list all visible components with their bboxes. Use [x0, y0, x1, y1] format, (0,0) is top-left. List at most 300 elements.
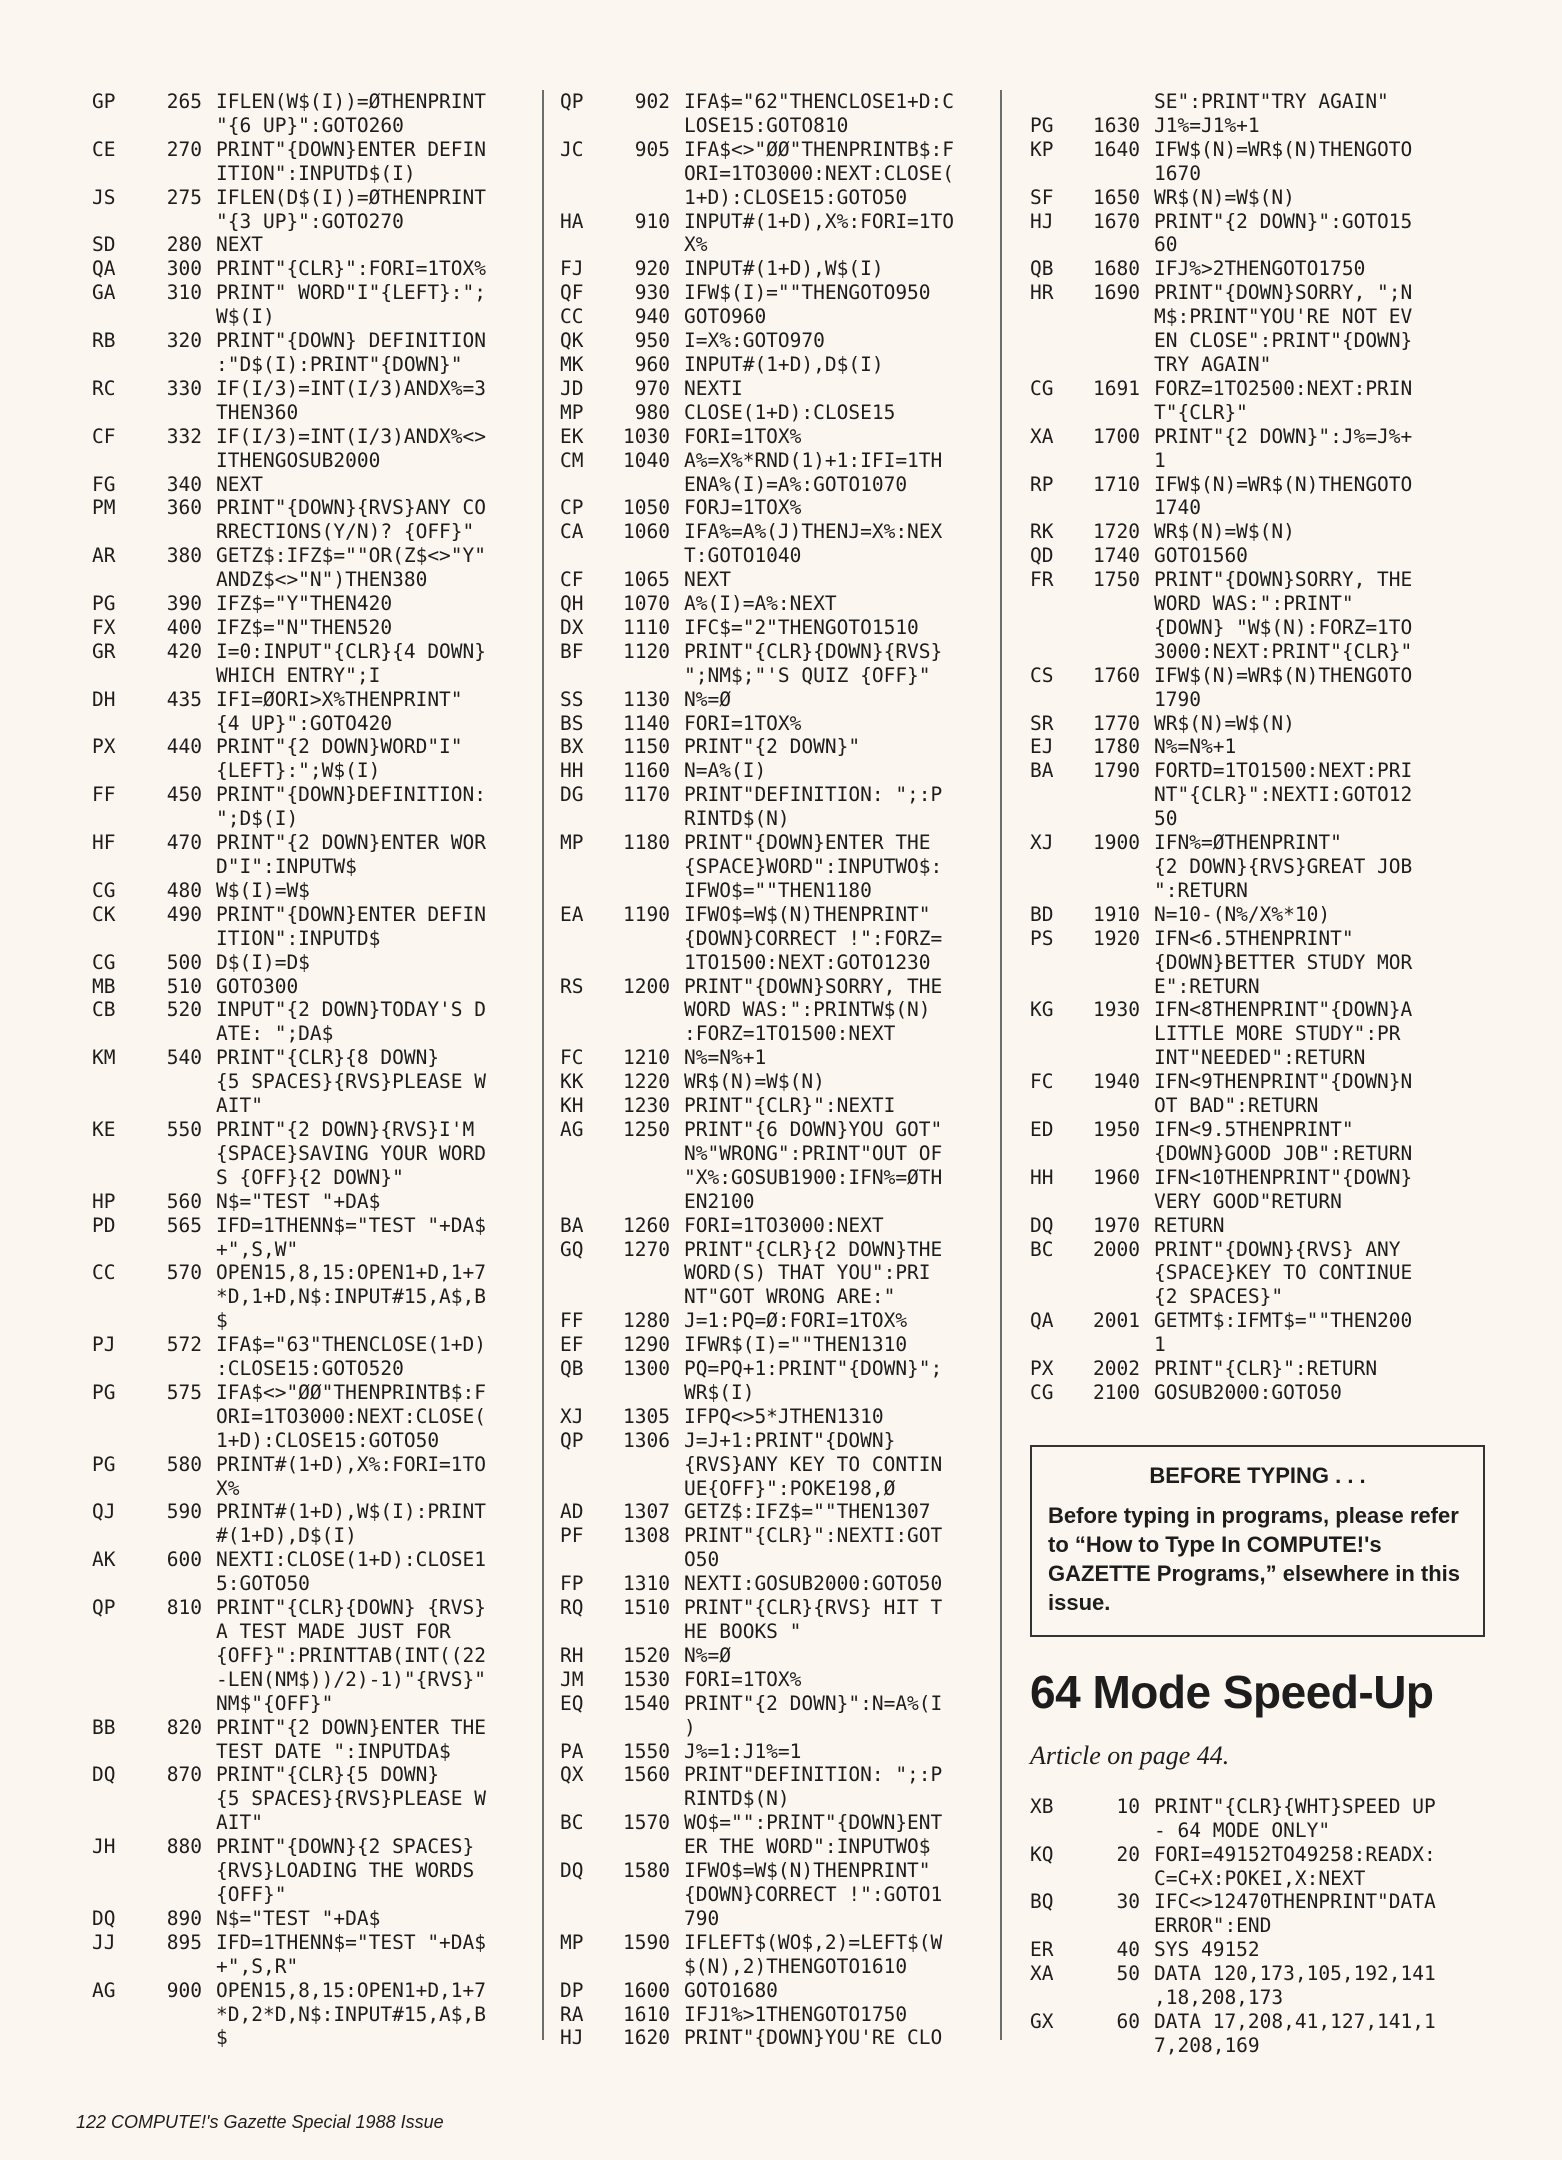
line-code: -LEN(NM$))/2)-1)"{RVS}": [216, 1667, 487, 1691]
listing-line: [560, 233, 1000, 257]
checksum-code: CM: [560, 448, 584, 472]
listing-line: [92, 2003, 542, 2027]
line-number: 2000: [1093, 1237, 1140, 1261]
listing-line: [92, 951, 542, 975]
listing-line: [560, 305, 1000, 329]
listing-line: [92, 1381, 542, 1405]
line-code: EN CLOSE":PRINT"{DOWN}: [1154, 329, 1413, 353]
listing-line: [560, 1261, 1000, 1285]
checksum-code: CK: [92, 902, 116, 926]
line-code: WR$(N)=W$(N): [1154, 520, 1295, 544]
line-code: NT"{CLR}":NEXTI:GOTO12: [1154, 783, 1413, 807]
line-number: 1040: [623, 448, 670, 472]
line-code: {DOWN} "W$(N):FORZ=1TO: [1154, 615, 1413, 639]
line-code: IFD=1THENN$="TEST "+DA$: [216, 1930, 487, 1954]
checksum-code: GX: [1030, 2010, 1054, 2033]
checksum-code: FC: [1030, 1070, 1054, 1094]
line-number: 1670: [1093, 209, 1140, 233]
checksum-code: CG: [1030, 376, 1054, 400]
line-code: +",S,W": [216, 1237, 299, 1261]
listing-line: [1030, 1261, 1485, 1285]
listing-line: [92, 1405, 542, 1429]
listing-line: [92, 496, 542, 520]
line-code: GOSUB2000:GOTO50: [1154, 1380, 1342, 1404]
line-code: X%: [216, 1476, 240, 1500]
line-number: 1230: [623, 1094, 670, 1118]
line-code: 790: [684, 1906, 720, 1930]
line-code: RINTD$(N): [684, 1787, 790, 1811]
line-number: 870: [166, 1763, 202, 1787]
checksum-code: DQ: [92, 1906, 116, 1930]
line-number: 1305: [623, 1404, 670, 1428]
line-code: 1+D):CLOSE15:GOTO50: [684, 185, 908, 209]
line-code: PRINT"{CLR}":NEXTI:GOT: [684, 1524, 943, 1548]
line-code: ,18,208,173: [1154, 1986, 1284, 2010]
listing-line: [1030, 1938, 1485, 1962]
listing-line: [560, 1166, 1000, 1190]
line-code: PRINT"{CLR}{DOWN}{RVS}: [684, 639, 943, 663]
checksum-code: BD: [1030, 902, 1054, 926]
line-code: $: [216, 2026, 228, 2050]
line-code: - 64 MODE ONLY": [1154, 1818, 1331, 1842]
checksum-code: PJ: [92, 1333, 116, 1357]
line-code: FORJ=1TOX%: [684, 496, 802, 520]
listing-line: [560, 1429, 1000, 1453]
listing-column-2: [560, 90, 1002, 2050]
line-code: TRY AGAIN": [1154, 352, 1272, 376]
checksum-code: FX: [92, 615, 116, 639]
line-code: D$(I)=D$: [216, 950, 310, 974]
checksum-code: QD: [1030, 544, 1054, 568]
listing-line: [560, 1907, 1000, 1931]
line-code: ITION":INPUTD$: [216, 926, 381, 950]
checksum-code: QH: [560, 592, 584, 616]
line-code: WORD(S) THAT YOU":PRI: [684, 1261, 931, 1285]
line-number: 810: [166, 1596, 202, 1620]
line-code: IFWO$=""THEN1180: [684, 878, 872, 902]
line-code: OPEN15,8,15:OPEN1+D,1+7: [216, 1978, 487, 2002]
line-code: 1740: [1154, 496, 1201, 520]
line-code: SYS 49152: [1154, 1938, 1260, 1962]
listing-line: [560, 1883, 1000, 1907]
line-number: 1150: [623, 735, 670, 759]
checksum-code: CG: [92, 878, 116, 902]
checksum-code: KQ: [1030, 1842, 1054, 1866]
line-number: 540: [166, 1046, 202, 1070]
listing-line: [92, 927, 542, 951]
line-code: ORI=1TO3000:NEXT:CLOSE(: [216, 1404, 487, 1428]
checksum-code: AK: [92, 1548, 116, 1572]
listing-line: [560, 473, 1000, 497]
listing-line: [92, 544, 542, 568]
line-number: 330: [166, 376, 202, 400]
line-number: 575: [166, 1380, 202, 1404]
line-number: 1690: [1093, 281, 1140, 305]
line-code: N=A%(I): [684, 759, 767, 783]
listing-line: [560, 449, 1000, 473]
listing-line: [92, 305, 542, 329]
line-code: {4 UP}":GOTO420: [216, 711, 393, 735]
checksum-code: RH: [560, 1643, 584, 1667]
checksum-code: SD: [92, 233, 116, 257]
checksum-code: BC: [1030, 1237, 1054, 1261]
line-code: RINTD$(N): [684, 807, 790, 831]
line-number: 1530: [623, 1667, 670, 1691]
line-code: PRINT" WORD"I"{LEFT}:";: [216, 281, 487, 305]
line-code: INT"NEEDED":RETURN: [1154, 1046, 1366, 1070]
line-code: PRINT"{2 DOWN}ENTER WOR: [216, 831, 487, 855]
line-code: IF(I/3)=INT(I/3)ANDX%=3: [216, 376, 487, 400]
listing-line: [92, 735, 542, 759]
listing-line: [560, 520, 1000, 544]
page-footer: 122 COMPUTE!'s Gazette Special 1988 Issue: [76, 2112, 444, 2132]
listing-line: [92, 233, 542, 257]
listing-line: [560, 1572, 1000, 1596]
line-number: 1290: [623, 1333, 670, 1357]
line-code: C=C+X:POKEI,X:NEXT: [1154, 1866, 1366, 1890]
listing-line: [1030, 1142, 1485, 1166]
listing-line: [92, 210, 542, 234]
line-code: PRINT"{DOWN}SORRY, THE: [1154, 568, 1413, 592]
checksum-code: RB: [92, 329, 116, 353]
line-code: IFLEN(W$(I))=ØTHENPRINT: [216, 90, 487, 113]
line-code: INPUT#(1+D),W$(I): [684, 257, 884, 281]
checksum-code: BF: [560, 639, 584, 663]
listing-line: [1030, 1819, 1485, 1843]
line-code: PRINT"{DOWN}SORRY, ";N: [1154, 281, 1413, 305]
line-number: 1700: [1093, 424, 1140, 448]
line-code: #(1+D),D$(I): [216, 1524, 357, 1548]
line-code: PRINT"{2 DOWN}": [684, 735, 861, 759]
listing-line: [1030, 520, 1485, 544]
listing-line: [92, 1190, 542, 1214]
listing-line: [560, 1070, 1000, 1094]
listing-line: [92, 281, 542, 305]
line-code: LOSE15:GOTO810: [684, 113, 849, 137]
listing-line: [560, 186, 1000, 210]
line-code: NEXT: [216, 472, 263, 496]
line-code: GETZ$:IFZ$=""THEN1307: [684, 1500, 931, 1524]
listing-line: [1030, 1867, 1485, 1891]
checksum-code: CS: [1030, 663, 1054, 687]
line-code: J%=1:J1%=1: [684, 1739, 802, 1763]
listing-line: [92, 616, 542, 640]
checksum-code: HH: [1030, 1165, 1054, 1189]
checksum-code: FJ: [560, 257, 584, 281]
checksum-code: FG: [92, 472, 116, 496]
listing-line: [92, 1979, 542, 2003]
checksum-code: JM: [560, 1667, 584, 1691]
line-code: 1TO1500:NEXT:GOTO1230: [684, 950, 931, 974]
line-number: 1120: [623, 639, 670, 663]
line-number: 500: [166, 950, 202, 974]
listing-line: [92, 1022, 542, 1046]
line-code: PRINT"{DOWN}ENTER DEFIN: [216, 902, 487, 926]
listing-line: [560, 281, 1000, 305]
listing-line: [1030, 1094, 1485, 1118]
line-code: DATA 17,208,41,127,141,1: [1154, 2010, 1436, 2033]
line-code: PRINT#(1+D),X%:FORI=1TO: [216, 1452, 487, 1476]
listing-line: [1030, 1890, 1485, 1914]
line-code: FORI=1TOX%: [684, 424, 802, 448]
listing-line: [92, 2026, 542, 2050]
listing-line: [1030, 927, 1485, 951]
listing-line: [560, 544, 1000, 568]
listing-line: [560, 401, 1000, 425]
line-code: N%=N%+1: [1154, 735, 1237, 759]
listing-line: [92, 377, 542, 401]
line-number: 980: [634, 400, 670, 424]
listing-line: [92, 592, 542, 616]
line-code: O50: [684, 1548, 720, 1572]
line-code: IFJ%>2THENGOTO1750: [1154, 257, 1366, 281]
listing-line: [92, 520, 542, 544]
line-number: 1590: [623, 1930, 670, 1954]
line-code: N$="TEST "+DA$: [216, 1189, 381, 1213]
line-number: 1300: [623, 1357, 670, 1381]
line-code: SE":PRINT"TRY AGAIN": [1154, 90, 1389, 113]
listing-line: [560, 735, 1000, 759]
checksum-code: CG: [1030, 1380, 1054, 1404]
line-code: PRINT#(1+D),W$(I):PRINT: [216, 1500, 487, 1524]
line-code: IFWO$=W$(N)THENPRINT": [684, 1859, 931, 1883]
listing-line: [92, 1883, 542, 1907]
listing-line: [1030, 90, 1485, 114]
line-code: J=J+1:PRINT"{DOWN}: [684, 1428, 896, 1452]
listing-line: [1030, 688, 1485, 712]
listing-line: [560, 1620, 1000, 1644]
checksum-code: CB: [92, 998, 116, 1022]
line-number: 450: [166, 783, 202, 807]
line-code: NEXTI: [684, 376, 743, 400]
line-code: PRINT"{DOWN}YOU'RE CLO: [684, 2026, 943, 2050]
line-code: ATE: ";DA$: [216, 1022, 334, 1046]
line-code: I=0:INPUT"{CLR}{4 DOWN}: [216, 639, 487, 663]
line-number: 1710: [1093, 472, 1140, 496]
line-number: 1550: [623, 1739, 670, 1763]
line-code: PRINT"{CLR}{DOWN} {RVS}: [216, 1596, 487, 1620]
checksum-code: CP: [560, 496, 584, 520]
listing-line: [1030, 281, 1485, 305]
line-number: 880: [166, 1835, 202, 1859]
line-code: IFJ1%>1THENGOTO1750: [684, 2002, 908, 2026]
checksum-code: XB: [1030, 1794, 1054, 1818]
listing-line: [560, 927, 1000, 951]
checksum-code: DQ: [560, 1859, 584, 1883]
checksum-code: BA: [1030, 759, 1054, 783]
line-number: 940: [634, 305, 670, 329]
listing-line: [1030, 975, 1485, 999]
listing-line: [1030, 1190, 1485, 1214]
line-code: PRINT"{DOWN} DEFINITION: [216, 329, 487, 353]
checksum-code: QB: [1030, 257, 1054, 281]
listing-line: [92, 1524, 542, 1548]
notice-heading: BEFORE TYPING . . .: [1149, 1462, 1366, 1488]
line-number: 60: [1116, 2010, 1140, 2033]
checksum-code: QK: [560, 329, 584, 353]
line-code: NM$"{OFF}": [216, 1691, 334, 1715]
listing-line: [560, 1477, 1000, 1501]
line-number: 510: [166, 974, 202, 998]
line-code: OPEN15,8,15:OPEN1+D,1+7: [216, 1261, 487, 1285]
listing-line: [92, 449, 542, 473]
line-number: 1970: [1093, 1213, 1140, 1237]
checksum-code: GQ: [560, 1237, 584, 1261]
line-number: 275: [166, 185, 202, 209]
listing-line: [560, 664, 1000, 688]
listing-line: [560, 2026, 1000, 2050]
listing-line: [560, 1763, 1000, 1787]
line-code: {LEFT}:";W$(I): [216, 759, 381, 783]
line-code: IFN<9.5THENPRINT": [1154, 1117, 1354, 1141]
line-code: 7,208,169: [1154, 2033, 1260, 2057]
checksum-code: FC: [560, 1046, 584, 1070]
listing-line: [560, 1238, 1000, 1262]
listing-line: [1030, 879, 1485, 903]
line-code: {RVS}LOADING THE WORDS: [216, 1859, 475, 1883]
line-number: 560: [166, 1189, 202, 1213]
listing-line: [1030, 1166, 1485, 1190]
listing-line: [1030, 425, 1485, 449]
line-code: PRINT"{6 DOWN}YOU GOT": [684, 1117, 943, 1141]
line-code: PRINT"{CLR}{5 DOWN}: [216, 1763, 440, 1787]
checksum-code: XA: [1030, 1962, 1054, 1986]
notice-body: Before typing in programs, please refer to “How to Type In COMPUTE!'s GAZETTE Programs,” elsewhere in this issue.: [1048, 1502, 1460, 1615]
line-number: 820: [166, 1715, 202, 1739]
line-number: 1030: [623, 424, 670, 448]
line-code: GOTO960: [684, 305, 767, 329]
checksum-code: DP: [560, 1978, 584, 2002]
listing-line: [92, 1477, 542, 1501]
listing-line: [1030, 1118, 1485, 1142]
listing-line: [560, 1190, 1000, 1214]
listing-line: [1030, 233, 1485, 257]
checksum-code: QB: [560, 1357, 584, 1381]
line-code: :"D$(I):PRINT"{DOWN}": [216, 352, 463, 376]
line-number: 600: [166, 1548, 202, 1572]
checksum-code: CF: [92, 424, 116, 448]
listing-line: [560, 1142, 1000, 1166]
listing-line: [560, 1835, 1000, 1859]
line-number: 1920: [1093, 926, 1140, 950]
line-number: 960: [634, 352, 670, 376]
line-code: 1: [1154, 1333, 1166, 1357]
listing-line: [92, 1166, 542, 1190]
line-code: IFN<9THENPRINT"{DOWN}N: [1154, 1070, 1413, 1094]
checksum-code: KE: [92, 1117, 116, 1141]
line-number: 1910: [1093, 902, 1140, 926]
line-number: 1180: [623, 831, 670, 855]
line-code: 1790: [1154, 687, 1201, 711]
line-code: ORI=1TO3000:NEXT:CLOSE(: [684, 161, 955, 185]
line-number: 905: [634, 137, 670, 161]
line-number: 40: [1116, 1938, 1140, 1962]
listing-line: [92, 1931, 542, 1955]
checksum-code: FP: [560, 1572, 584, 1596]
line-code: IFA$="62"THENCLOSE1+D:C: [684, 90, 955, 113]
listing-line: [560, 1214, 1000, 1238]
listing-line: [1030, 783, 1485, 807]
line-number: 1630: [1093, 113, 1140, 137]
listing-line: [92, 1094, 542, 1118]
checksum-code: MP: [560, 831, 584, 855]
checksum-code: FF: [560, 1309, 584, 1333]
line-code: FORI=1TOX%: [684, 1667, 802, 1691]
listing-line: [560, 1046, 1000, 1070]
listing-line: [560, 1931, 1000, 1955]
line-code: *D,2*D,N$:INPUT#15,A$,B: [216, 2002, 487, 2026]
checksum-code: RQ: [560, 1596, 584, 1620]
line-code: E":RETURN: [1154, 974, 1260, 998]
line-code: ERROR":END: [1154, 1914, 1272, 1938]
checksum-code: PS: [1030, 926, 1054, 950]
listing-line: [560, 1333, 1000, 1357]
listing-line: [1030, 1046, 1485, 1070]
listing-line: [560, 1644, 1000, 1668]
line-code: 60: [1154, 233, 1178, 257]
checksum-code: MK: [560, 352, 584, 376]
line-code: N=10-(N%/X%*10): [1154, 902, 1331, 926]
listing-line: [560, 1357, 1000, 1381]
listing-line: [1030, 473, 1485, 497]
listing-line: [560, 496, 1000, 520]
checksum-code: GP: [92, 90, 116, 113]
checksum-code: QJ: [92, 1500, 116, 1524]
listing-line: [1030, 353, 1485, 377]
line-code: PRINT"{CLR}":RETURN: [1154, 1357, 1378, 1381]
checksum-code: ED: [1030, 1117, 1054, 1141]
listing-line: [92, 1261, 542, 1285]
line-number: 280: [166, 233, 202, 257]
listing-line: [92, 114, 542, 138]
line-code: RETURN: [1154, 1213, 1225, 1237]
line-code: {5 SPACES}{RVS}PLEASE W: [216, 1787, 487, 1811]
listing-line: [560, 568, 1000, 592]
listing-line: [1030, 903, 1485, 927]
line-code: PRINT"{CLR}{8 DOWN}: [216, 1046, 440, 1070]
listing-line: [92, 1429, 542, 1453]
checksum-code: HR: [1030, 281, 1054, 305]
checksum-code: PG: [92, 1452, 116, 1476]
line-code: {OFF}":PRINTTAB(INT((22: [216, 1643, 487, 1667]
listing-line: [92, 1716, 542, 1740]
checksum-code: SR: [1030, 711, 1054, 735]
line-code: IFA$<>"ØØ"THENPRINTB$:F: [216, 1380, 487, 1404]
line-code: {DOWN}GOOD JOB":RETURN: [1154, 1141, 1413, 1165]
line-code: DATA 120,173,105,192,141: [1154, 1962, 1436, 1986]
listing-line: [92, 1333, 542, 1357]
listing-line: [560, 1381, 1000, 1405]
line-code: "{3 UP}":GOTO270: [216, 209, 404, 233]
line-number: 50: [1116, 1962, 1140, 1986]
line-number: 1140: [623, 711, 670, 735]
line-code: ":RETURN: [1154, 878, 1248, 902]
checksum-code: QP: [560, 1428, 584, 1452]
line-code: *D,1+D,N$:INPUT#15,A$,B: [216, 1285, 487, 1309]
listing-line: [1030, 664, 1485, 688]
line-number: 1680: [1093, 257, 1140, 281]
checksum-code: BC: [560, 1811, 584, 1835]
listing-line: [1030, 162, 1485, 186]
checksum-code: HF: [92, 831, 116, 855]
line-code: PRINT"{DOWN}DEFINITION:: [216, 783, 487, 807]
checksum-code: QF: [560, 281, 584, 305]
listing-line: [92, 1142, 542, 1166]
line-code: :FORZ=1TO1500:NEXT: [684, 1022, 896, 1046]
checksum-code: BQ: [1030, 1890, 1054, 1914]
checksum-code: AG: [560, 1117, 584, 1141]
checksum-code: PX: [1030, 1357, 1054, 1381]
